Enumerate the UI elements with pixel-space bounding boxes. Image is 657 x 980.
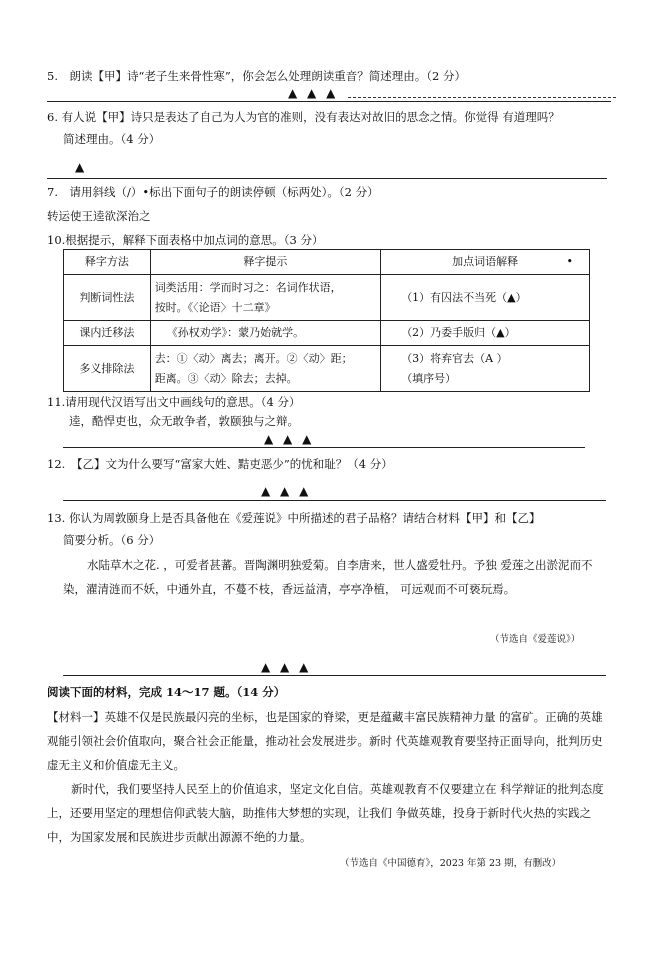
answer-line-q11[interactable] xyxy=(63,447,585,448)
question-7: 7. 请用斜线（/）•标出下面句子的朗读停顿（标两处）。（2 分） xyxy=(47,185,379,199)
answer-underline-q5 xyxy=(348,97,616,98)
table-row xyxy=(64,275,590,321)
answer-line: （3）将弃官去（A ） xyxy=(401,351,508,365)
question-12: 12. 【乙】文为什么要写“富家大姓、黠吏恶少”的忧和耻？（4 分） xyxy=(47,457,393,471)
hint-line: 按时。《〈论语〉十二章》 xyxy=(154,300,276,314)
material-1-para-2: 新时代，我们要坚持人民至上的价值追求，坚定文化自信。英雄观教育不仅要建立在 科学辩证的批判态度上，还要用坚定的理想信仰武装大脑，助推伟大梦想的实现，让我们 争做英雄，投身于新时代火热的实践之中，为国家发展和民族进步贡献出源源不绝的力量。 xyxy=(47,782,604,844)
aiLian-passage: 水陆草木之花. ，可爱者甚蕃。晋陶渊明独爱菊。自李唐来，世人盛爱牡丹。予独 爱莲之出淤泥而不染，濯清涟而不妖，中通外直，不蔓不枝，香远益清，亭亭净植， 可远观而不可亵玩焉。 xyxy=(63,558,593,596)
column-header-hint: 释字提示 xyxy=(150,250,381,275)
answer-marks-q6: ▲ xyxy=(75,160,88,174)
answer-line: （1）有囚法不当死（▲） xyxy=(401,290,527,304)
material-source: （节选自《中国德育》，2023 年第 23 期，有删改） xyxy=(340,858,562,869)
hint-cell xyxy=(150,321,381,346)
material-1-para-1: 【材料一】英雄不仅是民族最闪亮的坐标，也是国家的脊梁，更是蕴藏丰富民族精神力量 的富矿。正确的英雄观能引领社会价值取向，聚合社会正能量，推动社会发展进步。新时 代英雄观教育要坚持正面导向，批判历史虚无主义和价值虚无主义。 xyxy=(47,710,603,772)
column-header-method: 释字方法 xyxy=(64,250,151,275)
hint-cell xyxy=(150,346,381,392)
answer-line-q6[interactable] xyxy=(47,178,607,179)
answer-marks-q12: ▲ ▲ ▲ xyxy=(261,484,312,498)
question-11: 11.请用现代汉语写出文中画线句的意思。（4 分） xyxy=(47,395,301,409)
answer-line: （填序号） xyxy=(401,371,457,385)
passage-source: （节选自《爱莲说》） xyxy=(490,634,581,645)
question-6-line2: 简述理由。（4 分） xyxy=(63,132,161,146)
column-header-answer xyxy=(381,250,590,275)
method-cell: 判断词性法 xyxy=(64,275,151,321)
header-dot: • xyxy=(566,255,573,268)
method-cell: 课内迁移法 xyxy=(64,321,151,346)
answer-marks-q11: ▲ ▲ ▲ xyxy=(264,432,315,446)
answer-marks-q5: ▲ ▲ ▲ xyxy=(288,86,339,100)
question-11-sentence: 逵，酷悍吏也，众无敢争者，敦颐独与之辩。 xyxy=(69,414,299,428)
answer-cell[interactable] xyxy=(381,321,590,346)
table-row xyxy=(64,321,590,346)
answer-line-q5[interactable] xyxy=(47,101,611,102)
table-row xyxy=(64,346,590,392)
answer-marks-q13: ▲ ▲ ▲ xyxy=(261,660,312,674)
method-cell: 多义排除法 xyxy=(64,346,151,392)
question-10: 10.根据提示，解释下面表格中加点词的意思。（3 分） xyxy=(47,233,324,247)
hint-line: 去：①〈动〉离去；离开。②〈动〉距； xyxy=(154,351,353,365)
question-7-sentence: 转运使王逵欲深治之 xyxy=(47,209,151,223)
question-6-line1: 6. 有人说【甲】诗只是表达了自己为人为官的准则，没有表达对故旧的思念之情。你觉得 有道理吗？ xyxy=(47,110,560,124)
answer-line-q13[interactable] xyxy=(63,675,606,676)
question-13-line2: 简要分析。（6 分） xyxy=(63,533,161,547)
definition-table xyxy=(63,249,590,392)
reading-intro: 阅读下面的材料，完成 14～17 题。（14 分） xyxy=(47,685,286,699)
question-13-line1: 13. 你认为周敦颐身上是否具备他在《爱莲说》中所描述的君子品格？请结合材料【甲】和【乙】 xyxy=(47,511,541,525)
question-5: 5. 朗读【甲】诗“老子生来骨性寒”，你会怎么处理朗读重音？简述理由。（2 分） xyxy=(47,69,466,83)
answer-line-q12[interactable] xyxy=(63,500,606,501)
table-header-row xyxy=(64,250,590,275)
column-header-answer-label: 加点词语解释 xyxy=(452,255,519,268)
answer-cell[interactable] xyxy=(381,346,590,392)
hint-line: 距离。③〈动〉除去；去掉。 xyxy=(154,371,298,385)
hint-line: 词类活用：学而时习之：名词作状语， xyxy=(154,280,342,294)
hint-cell xyxy=(150,275,381,321)
answer-line: （2）乃委手版归（▲） xyxy=(401,326,516,339)
answer-cell[interactable] xyxy=(381,275,590,321)
hint-line: 《孙权劝学》：蒙乃始就学。 xyxy=(166,326,305,339)
